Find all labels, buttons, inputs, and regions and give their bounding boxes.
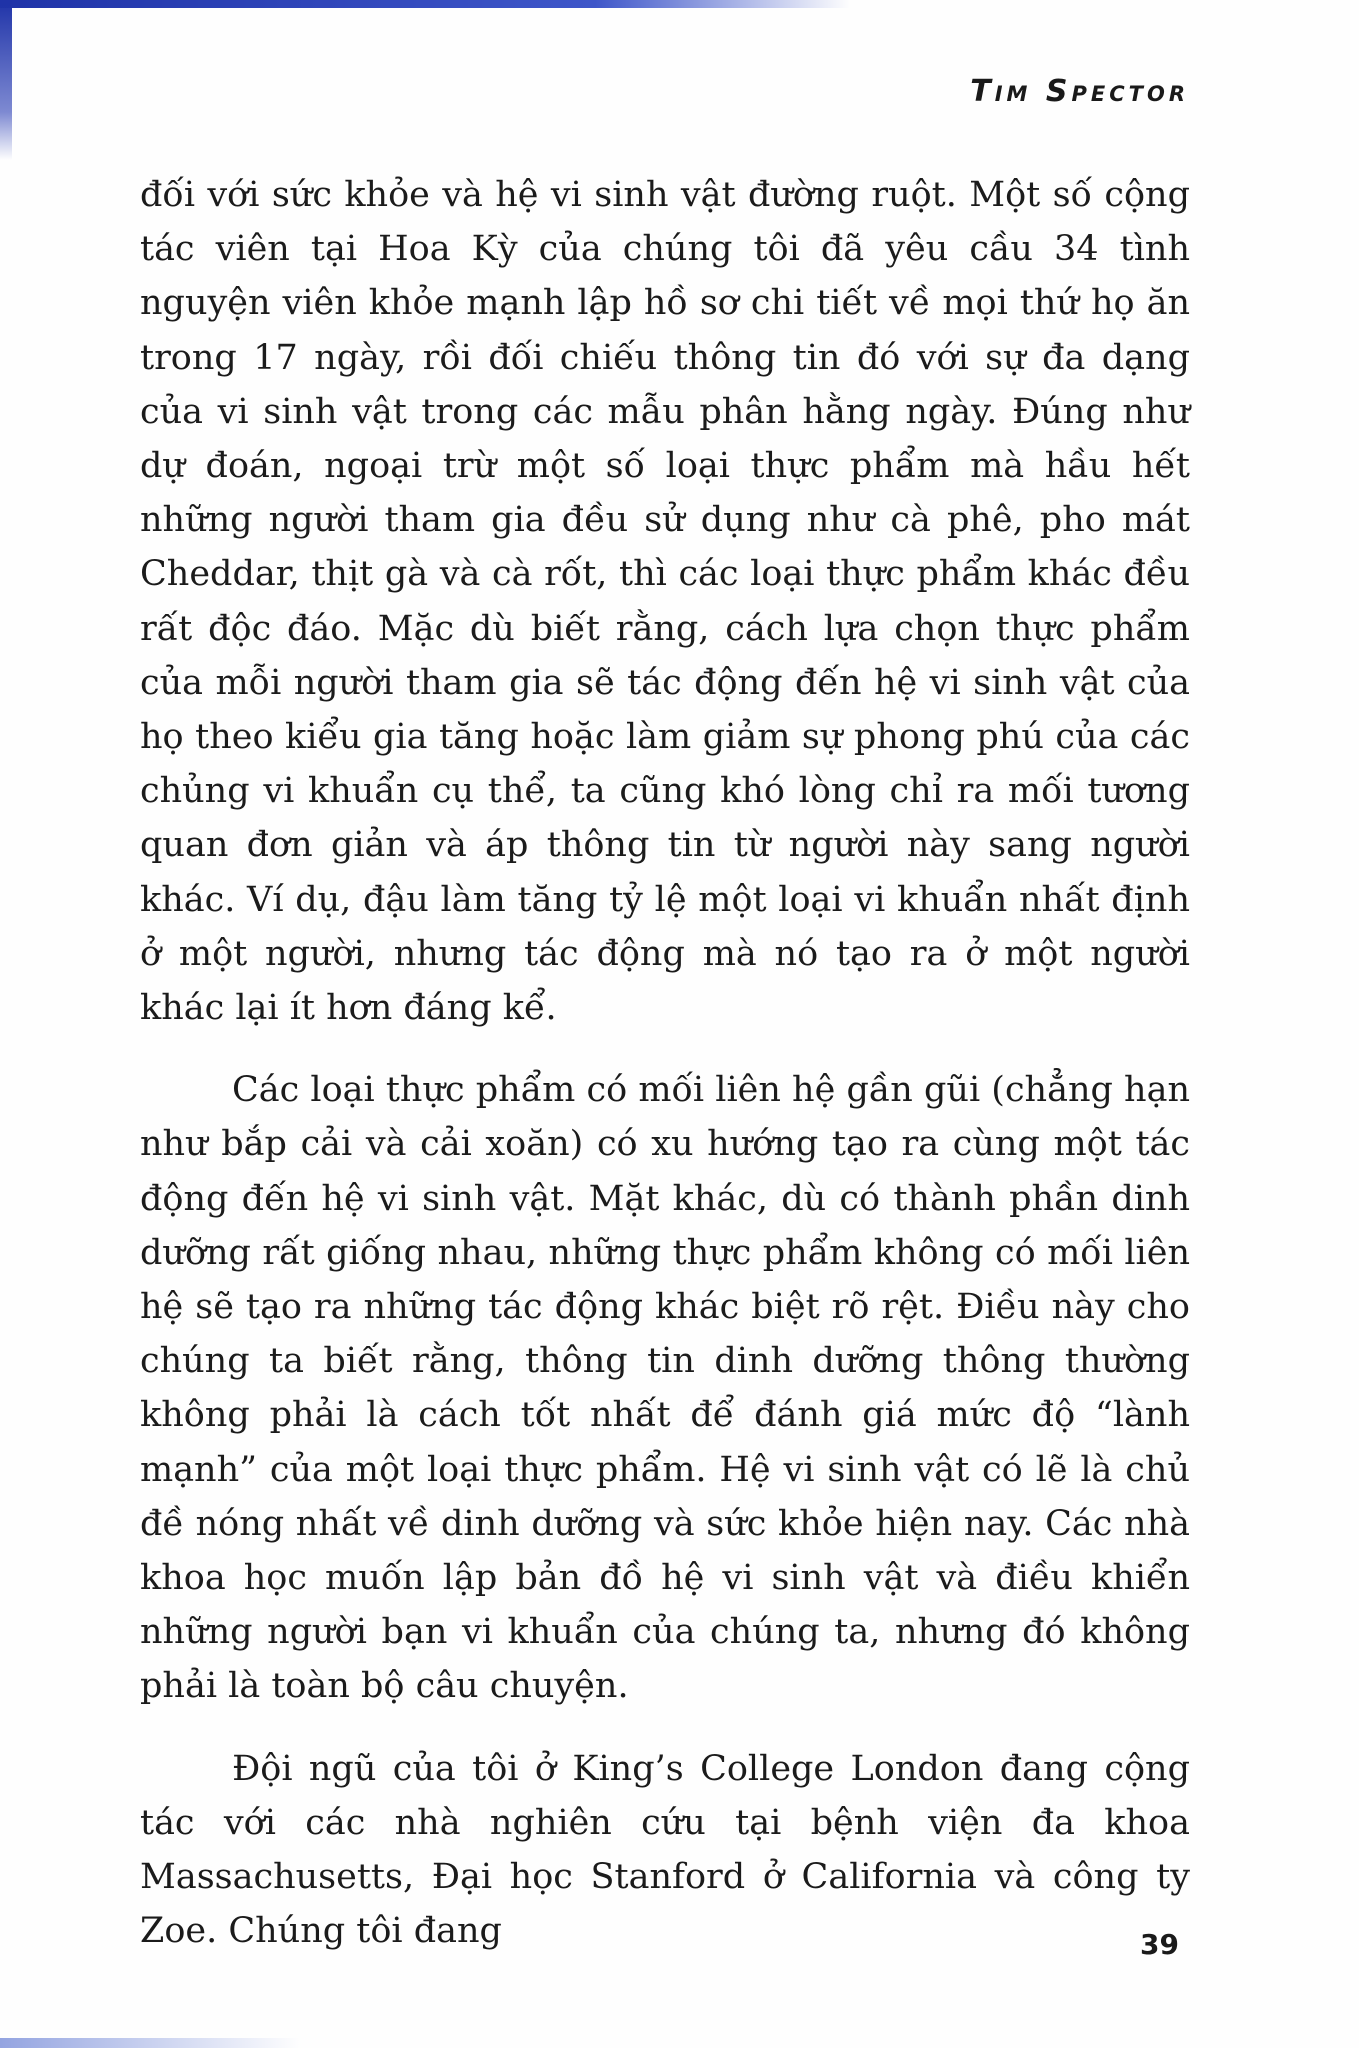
paragraph-3: Đội ngũ của tôi ở King’s College London đang cộng tác với các nhà nghiên cứu tại bệnh viện đa khoa Massachusetts, Đại học Stanford ở California và công ty Zoe. Chúng tôi đang	[140, 1748, 1190, 1952]
scan-edge-left	[0, 0, 12, 160]
scan-edge-bottom	[0, 2038, 300, 2048]
running-head: Tim Spector	[970, 74, 1189, 109]
body-text	[140, 168, 1190, 1959]
scan-edge-top	[0, 0, 850, 8]
paragraph-1: đối với sức khỏe và hệ vi sinh vật đường ruột. Một số cộng tác viên tại Hoa Kỳ của chúng tôi đã yêu cầu 34 tình nguyện viên khỏe mạnh lập hồ sơ chi tiết về mọi thứ họ ăn trong 17 ngày, rồi đối chiếu thông tin đó với sự đa dạng của vi sinh vật trong các mẫu phân hằng ngày. Đúng như dự đoán, ngoại trừ một số loại thực phẩm mà hầu hết những người tham gia đều sử dụng như cà phê, pho mát Cheddar, thịt gà và cà rốt, thì các loại thực phẩm khác đều rất độc đáo. Mặc dù biết rằng, cách lựa chọn thực phẩm của mỗi người tham gia sẽ tác động đến hệ vi sinh vật của họ theo kiểu gia tăng hoặc làm giảm sự phong phú của các chủng vi khuẩn cụ thể, ta cũng khó lòng chỉ ra mối tương quan đơn giản và áp thông tin từ người này sang người khác. Ví dụ, đậu làm tăng tỷ lệ một loại vi khuẩn nhất định ở một người, nhưng tác động mà nó tạo ra ở một người khác lại ít hơn đáng kể.	[140, 175, 1190, 1029]
page-number: 39	[1140, 1928, 1179, 1961]
paragraph-2: Các loại thực phẩm có mối liên hệ gần gũi (chẳng hạn như bắp cải và cải xoăn) có xu hướng tạo ra cùng một tác động đến hệ vi sinh vật. Mặt khác, dù có thành phần dinh dưỡng rất giống nhau, những thực phẩm không có mối liên hệ sẽ tạo ra những tác động khác biệt rõ rệt. Điều này cho chúng ta biết rằng, thông tin dinh dưỡng thông thường không phải là cách tốt nhất để đánh giá mức độ “lành mạnh” của một loại thực phẩm. Hệ vi sinh vật có lẽ là chủ đề nóng nhất về dinh dưỡng và sức khỏe hiện nay. Các nhà khoa học muốn lập bản đồ hệ vi sinh vật và điều khiển những người bạn vi khuẩn của chúng ta, nhưng đó không phải là toàn bộ câu chuyện.	[140, 1070, 1190, 1707]
